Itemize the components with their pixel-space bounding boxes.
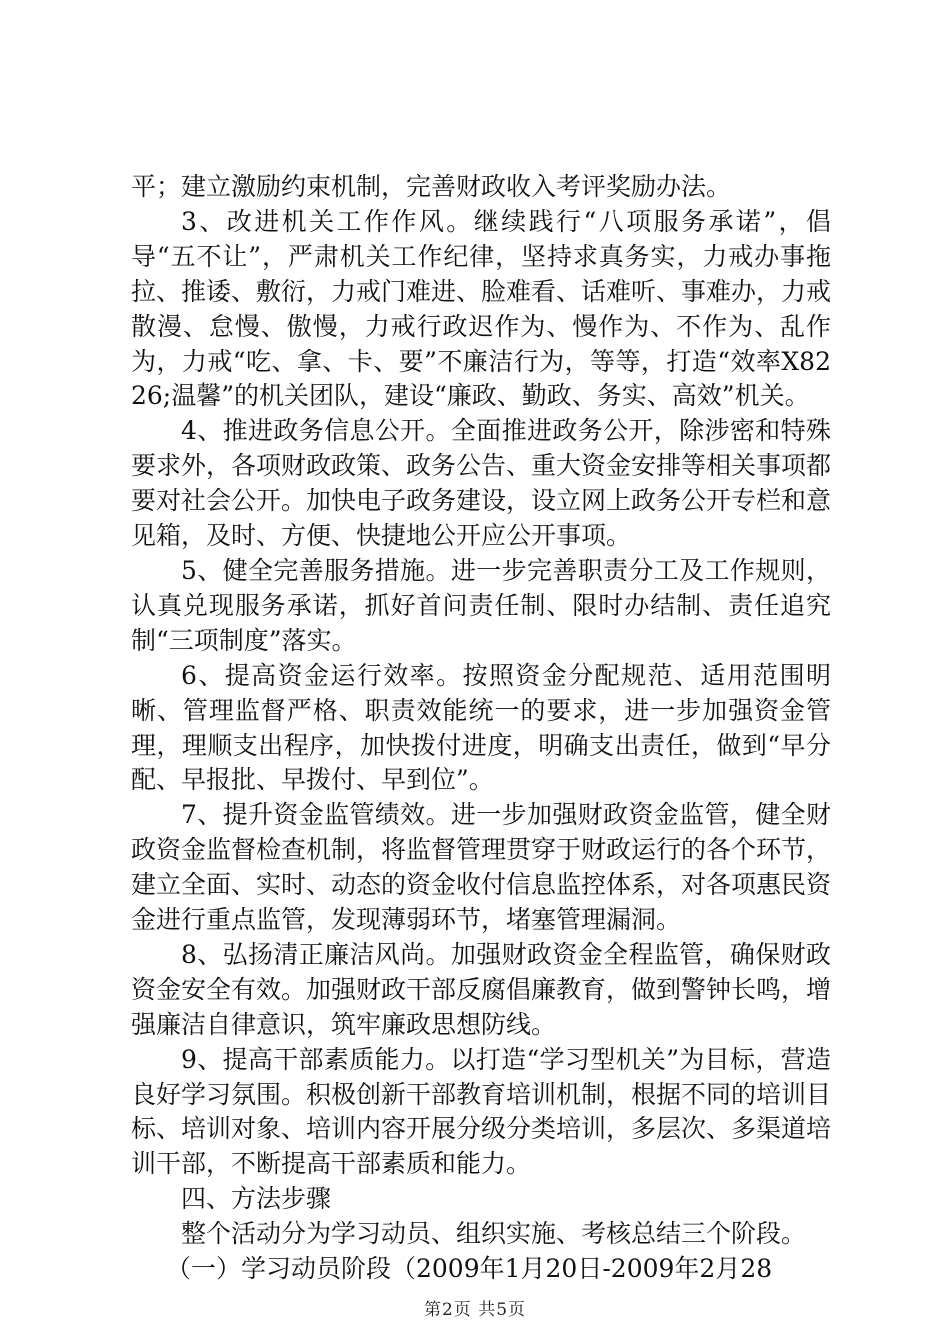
section-heading-methods: 四、方法步骤 [181,1184,332,1214]
paragraph-item-7: 7、提升资金监管绩效。进一步加强财政资金监管，健全财政资金监督检查机制，将监督管理贯穿于财政运行的各个环节，建立全面、实时、动态的资金收付信息监控体系，对各项惠民资金进行重点监管，发现薄弱环节，堵塞管理漏洞。 [131,800,832,935]
paragraph-stages-overview: 整个活动分为学习动员、组织实施、考核总结三个阶段。 [181,1219,807,1249]
document-body [131,170,831,1287]
paragraph-item-8: 8、弘扬清正廉洁风尚。加强财政资金全程监管，确保财政资金安全有效。加强财政干部反腐倡廉教育，做到警钟长鸣，增强廉洁自律意识，筑牢廉政思想防线。 [131,939,832,1039]
paragraph-item-6: 6、提高资金运行效率。按照资金分配规范、适用范围明晰、管理监督严格、职责效能统一的要求，进一步加强资金管理，理顺支出程序，加快拨付进度，明确支出责任，做到“早分配、早报批、早拨付、早到位”。 [131,660,831,795]
page-number-footer: 第2页 共5页 [423,1300,527,1320]
paragraph-stage-one: （一）学习动员阶段（2009年1月20日-2009年2月28 [166,1254,773,1284]
paragraph-item-9: 9、提高干部素质能力。以打造“学习型机关”为目标，营造良好学习氛围。积极创新干部教育培训机制，根据不同的培训目标、培训对象、培训内容开展分级分类培训，多层次、多渠道培训干部，不断提高干部素质和能力。 [131,1044,832,1179]
paragraph-continuation: 平；建立激励约束机制，完善财政收入考评奖励办法。 [131,172,732,201]
paragraph-item-4: 4、推进政务信息公开。全面推进政务公开，除涉密和特殊要求外，各项财政政策、政务公告、重大资金安排等相关事项都要对社会公开。加快电子政务建设，设立网上政务公开专栏和意见箱，及时、方便、快捷地公开应公开事项。 [131,416,832,551]
paragraph-item-3: 3、改进机关工作作风。继续践行“八项服务承诺”，倡导“五不让”，严肃机关工作纪律，坚持求真务实，力戒办事拖拉、推诿、敷衍，力戒门难进、脸难看、话难听、事难办，力戒散漫、怠慢、傲慢，力戒行政迟作为、慢作为、不作为、乱作为，力戒“吃、拿、卡、要”不廉洁行为，等等，打造“效率X8226;温馨”的机关团队，建设“廉政、勤政、务实、高效”机关。 [131,206,832,411]
paragraph-item-5: 5、健全完善服务措施。进一步完善职责分工及工作规则，认真兑现服务承诺，抓好首问责任制、限时办结制、责任追究制“三项制度”落实。 [131,555,831,655]
